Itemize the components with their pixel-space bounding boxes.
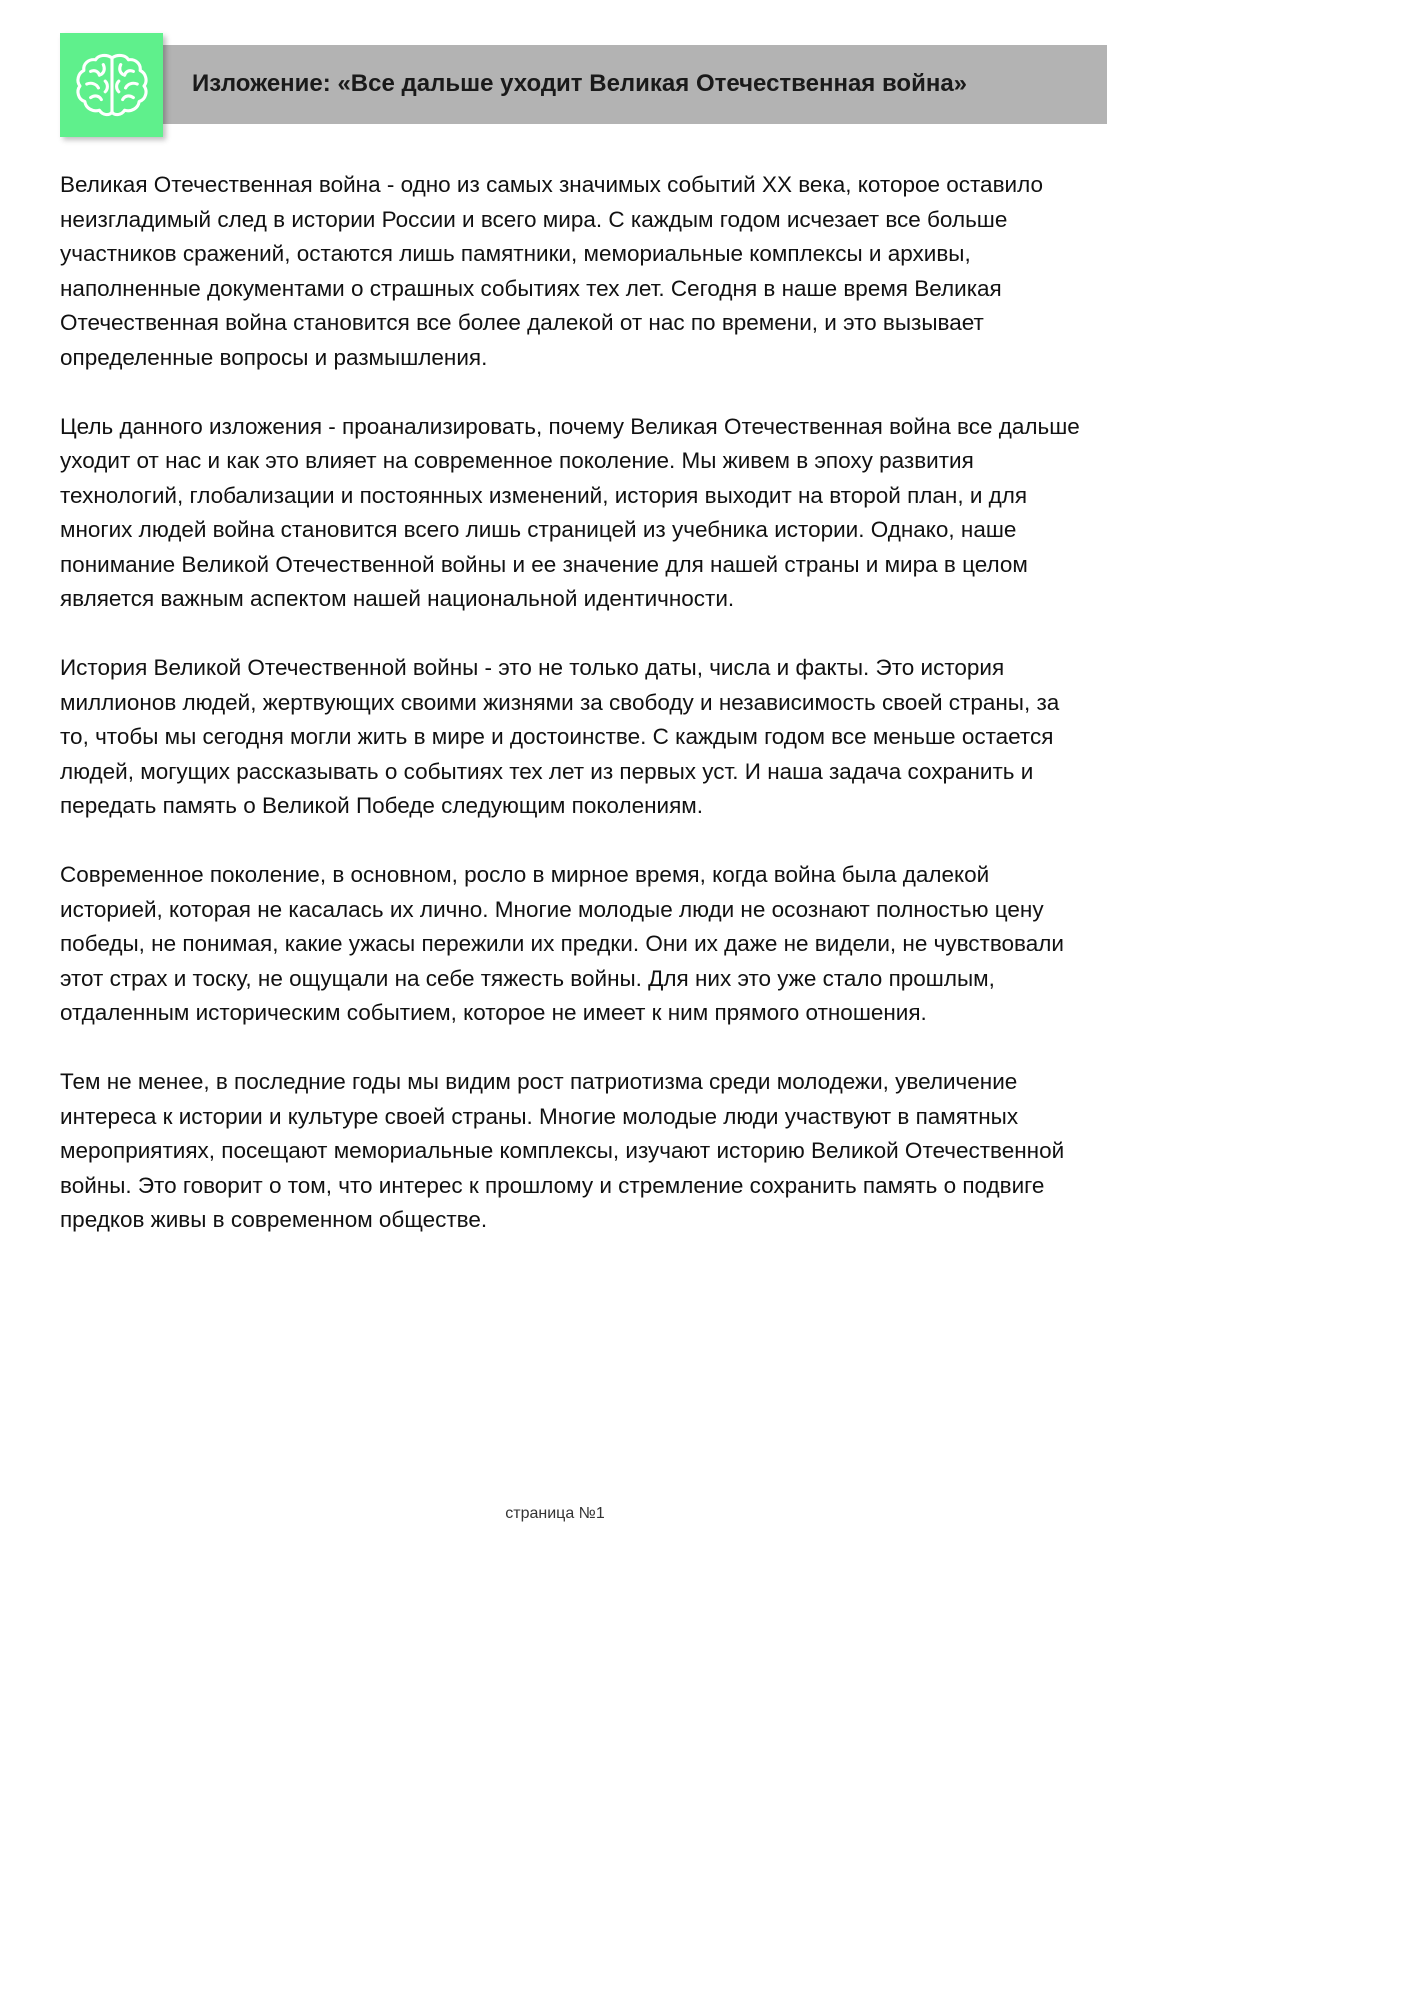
page-title: Изложение: «Все дальше уходит Великая Отечественная война» [192, 70, 968, 97]
document-body [60, 168, 1090, 1272]
paragraph: Великая Отечественная война - одно из самых значимых событий XX века, которое оставило неизгладимый след в истории России и всего мира. С каждым годом исчезает все больше участников сражений, остаются лишь памятники, мемориальные комплексы и архивы, наполненные документами о страшных событиях тех лет. Сегодня в наше время Великая Отечественная война становится все более далекой от нас по времени, и это вызывает определенные вопросы и размышления. [60, 172, 1043, 370]
paragraph: Тем не менее, в последние годы мы видим рост патриотизма среди молодежи, увеличение интереса к истории и культуре своей страны. Многие молодые люди участвуют в памятных мероприятиях, посещают мемориальные комплексы, изучают историю Великой Отечественной войны. Это говорит о том, что интерес к прошлому и стремление сохранить память о подвиге предков живы в современном обществе. [60, 1069, 1065, 1232]
paragraph: Современное поколение, в основном, росло в мирное время, когда война была далекой историей, которая не касалась их лично. Многие молодые люди не осознают полностью цену победы, не понимая, какие ужасы пережили их предки. Они их даже не видели, не чувствовали этот страх и тоску, не ощущали на себе тяжесть войны. Для них это уже стало прошлым, отдаленным историческим событием, которое не имеет к ним прямого отношения. [60, 862, 1064, 1025]
header-logo [60, 33, 163, 137]
page-number: страница №1 [505, 1505, 605, 1522]
paragraph: Цель данного изложения - проанализировать, почему Великая Отечественная война все дальше уходит от нас и как это влияет на современное поколение. Мы живем в эпоху развития технологий, глобализации и постоянных изменений, история выходит на второй план, и для многих людей война становится всего лишь страницей из учебника истории. Однако, наше понимание Великой Отечественной войны и ее значение для нашей страны и мира в целом является важным аспектом нашей национальной идентичности. [60, 413, 1080, 611]
brain-icon [73, 52, 151, 118]
paragraph: История Великой Отечественной войны - это не только даты, числа и факты. Это история миллионов людей, жертвующих своими жизнями за свободу и независимость своей страны, за то, чтобы мы сегодня могли жить в мире и достоинстве. С каждым годом все меньше остается людей, могущих рассказывать о событиях тех лет из первых уст. И наша задача сохранить и передать память о Великой Победе следующим поколениям. [60, 655, 1060, 818]
